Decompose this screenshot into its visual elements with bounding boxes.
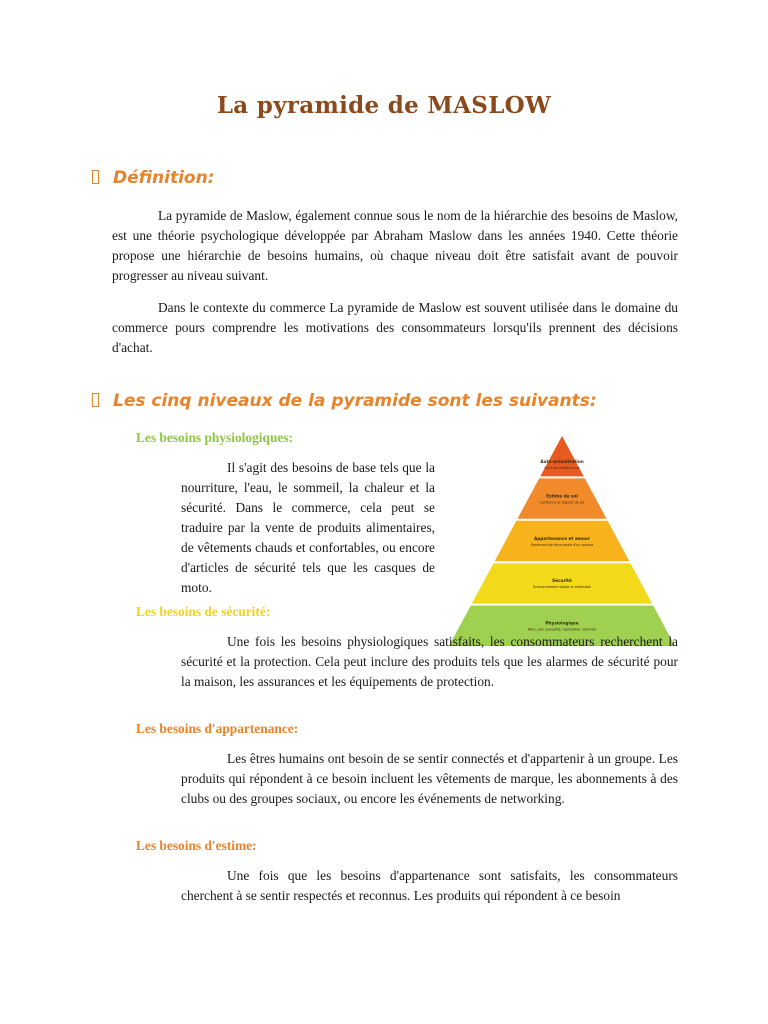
pyramid-level-subtitle: Environnement stable et prévisible bbox=[533, 585, 591, 590]
definition-heading bbox=[92, 168, 215, 188]
levels-heading-text: Les cinq niveaux de la pyramide sont les suivants: bbox=[113, 391, 597, 411]
pyramid-level-title: Auto-actualisation bbox=[540, 459, 584, 465]
section-physiological-text: Il s'agit des besoins de base tels que la nourriture, l'eau, le sommeil, la chaleur et la sécurité. Dans le commerce, cela peut se traduire par la vente de produits alimentaires, de vêtements chauds et confortables, ou encore d'articles de sécurité tels que les casques de moto. bbox=[181, 460, 435, 595]
definition-heading-text: Définition: bbox=[113, 168, 215, 188]
bullet-icon bbox=[92, 170, 99, 184]
pyramid-level-3 bbox=[495, 521, 630, 561]
pyramid-level-subtitle: Confiance et respect de soi bbox=[539, 500, 585, 505]
pyramid-level-title: Appartenance et amour bbox=[534, 535, 590, 541]
maslow-pyramid-image bbox=[449, 436, 675, 646]
pyramid-level-4 bbox=[472, 563, 652, 603]
levels-heading bbox=[92, 391, 597, 411]
definition-paragraph-1: La pyramide de Maslow, également connue sous le nom de la hiérarchie des besoins de Maslow, est une théorie psychologique développée par Abraham Maslow dans les années 1940. Cette théorie propose une hiérarchie de besoins humains, où chaque niveau doit être satisfait avant de pouvoir progresser au niveau suivant. bbox=[112, 208, 678, 283]
pyramid-level-1 bbox=[540, 436, 583, 476]
pyramid-level-subtitle: Sentiment de faire partie d'un groupe bbox=[530, 542, 594, 547]
section-esteem-title: Les besoins d'estime: bbox=[136, 838, 257, 853]
pyramid-level-title: Estime de soi bbox=[546, 493, 578, 499]
pyramid-level-title: Physiologique bbox=[545, 620, 579, 626]
pyramid-level-subtitle: Faim, soif, sexualité, respiration, sommeil bbox=[527, 627, 597, 632]
document-title: La pyramide de MASLOW bbox=[216, 92, 552, 119]
section-belonging-title: Les besoins d'appartenance: bbox=[136, 721, 299, 736]
pyramid-level-2 bbox=[517, 478, 606, 518]
section-security-text: Une fois les besoins physiologiques satisfaits, les consommateurs recherchent la sécurité et la protection. Cela peut inclure des produits tels que les alarmes de sécurité pour la maison, les assurances et les équipements de protection. bbox=[181, 634, 678, 689]
section-security-title: Les besoins de sécurité: bbox=[136, 604, 271, 619]
bullet-icon bbox=[92, 393, 99, 407]
section-physiological-title: Les besoins physiologiques: bbox=[136, 430, 294, 445]
section-belonging-text: Les êtres humains ont besoin de se sentir connectés et d'appartenir à un groupe. Les produits qui répondent à ce besoin incluent les vêtements de marque, les abonnements à des clubs ou des groupes sociaux, ou encore les événements de networking. bbox=[181, 751, 678, 806]
section-esteem-text: Une fois que les besoins d'appartenance sont satisfaits, les consommateurs cherchent à se sentir respectés et reconnus. Les produits qui répondent à ce besoin bbox=[181, 868, 678, 903]
definition-paragraph-2: Dans le contexte du commerce La pyramide de Maslow est souvent utilisée dans le domaine du commerce pours comprendre les motivations des consommateurs lorsqu'ils prennent des décisions d'achat. bbox=[112, 300, 678, 355]
pyramid-level-subtitle: Vivre sa meilleure vie bbox=[544, 466, 580, 471]
pyramid-level-title: Sécurité bbox=[552, 578, 572, 584]
